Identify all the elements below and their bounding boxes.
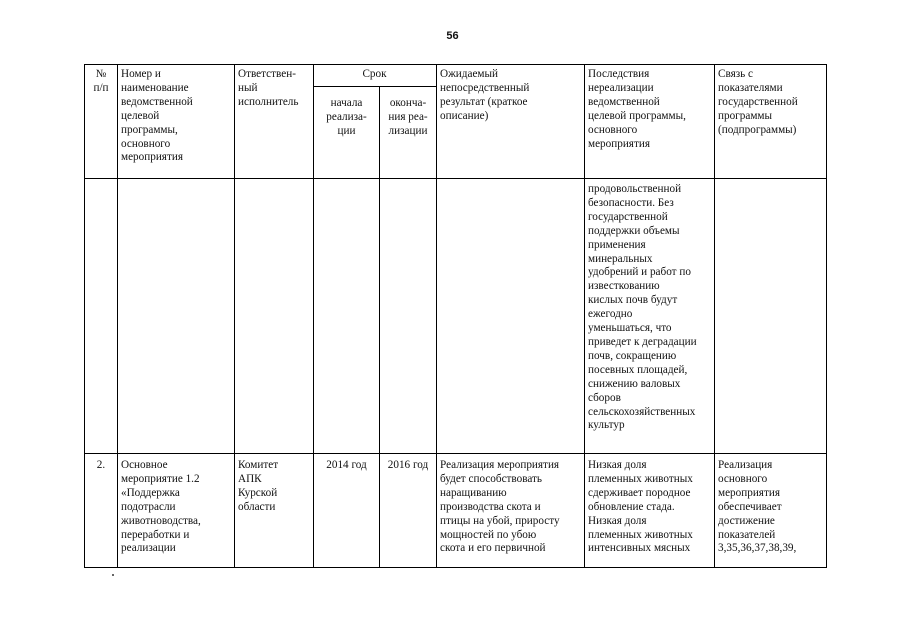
column-divider xyxy=(436,64,437,568)
header-responsible: Ответствен- ный исполнитель xyxy=(238,68,299,108)
row-2-name: Основное мероприятие 1.2 «Поддержка подотрасли животноводства, переработки и реализации xyxy=(121,459,201,555)
row-2-num: 2. xyxy=(96,459,106,471)
header-term: Срок xyxy=(362,68,387,80)
table-border-right xyxy=(826,64,827,568)
header-term-start: начала реализа- ции xyxy=(326,97,367,137)
header-expected-result: Ожидаемый непосредственный результат (краткое описание) xyxy=(440,68,530,122)
header-num: № п/п xyxy=(93,68,109,94)
header-name: Номер и наименование ведомственной целевой программы, основного мероприятия xyxy=(121,68,193,164)
row-2-responsible: Комитет АПК Курской области xyxy=(238,459,279,513)
header-program-link: Связь с показателями государственной программы (подпрограммы) xyxy=(718,68,798,136)
column-divider xyxy=(117,64,118,568)
row-2-end: 2016 год xyxy=(387,459,429,471)
term-subheader-divider xyxy=(313,86,436,87)
row-2-expected-result: Реализация мероприятия будет способствовать наращиванию производства скота и птицы на убой, приросту мощностей по убою скота и его первичной xyxy=(440,459,560,555)
row-divider xyxy=(84,453,827,454)
scan-dot xyxy=(112,574,114,576)
table-border-bottom xyxy=(84,567,827,568)
row-2-program-link: Реализация основного мероприятия обеспечивает достижение показателей 3,35,36,37,38,39, xyxy=(718,459,797,555)
table-border-top xyxy=(84,64,827,65)
header-bottom-border xyxy=(84,178,827,179)
table-border-left xyxy=(84,64,85,568)
header-term-end: оконча- ния реа- лизации xyxy=(388,97,428,137)
page-number: 56 xyxy=(446,30,459,42)
continuation-consequences: продовольственной безопасности. Без государственной поддержки объемы применения минеральных удобрений и работ по известкованию кислых почв будут ежегодно уменьшаться, что приведет к деградации почв, сокращению посевных площадей, снижению валовых сборов сельскохозяйственных культур xyxy=(588,183,697,432)
row-2-consequences: Низкая доля племенных животных сдерживает породное обновление стада. Низкая доля племенных животных интенсивных мясных xyxy=(588,459,693,555)
column-divider xyxy=(234,64,235,568)
column-divider xyxy=(379,86,380,568)
column-divider xyxy=(714,64,715,568)
column-divider xyxy=(313,64,314,568)
header-consequences: Последствия нереализации ведомственной целевой программы, основного мероприятия xyxy=(588,68,686,150)
row-2-start: 2014 год xyxy=(326,459,367,471)
column-divider xyxy=(584,64,585,568)
